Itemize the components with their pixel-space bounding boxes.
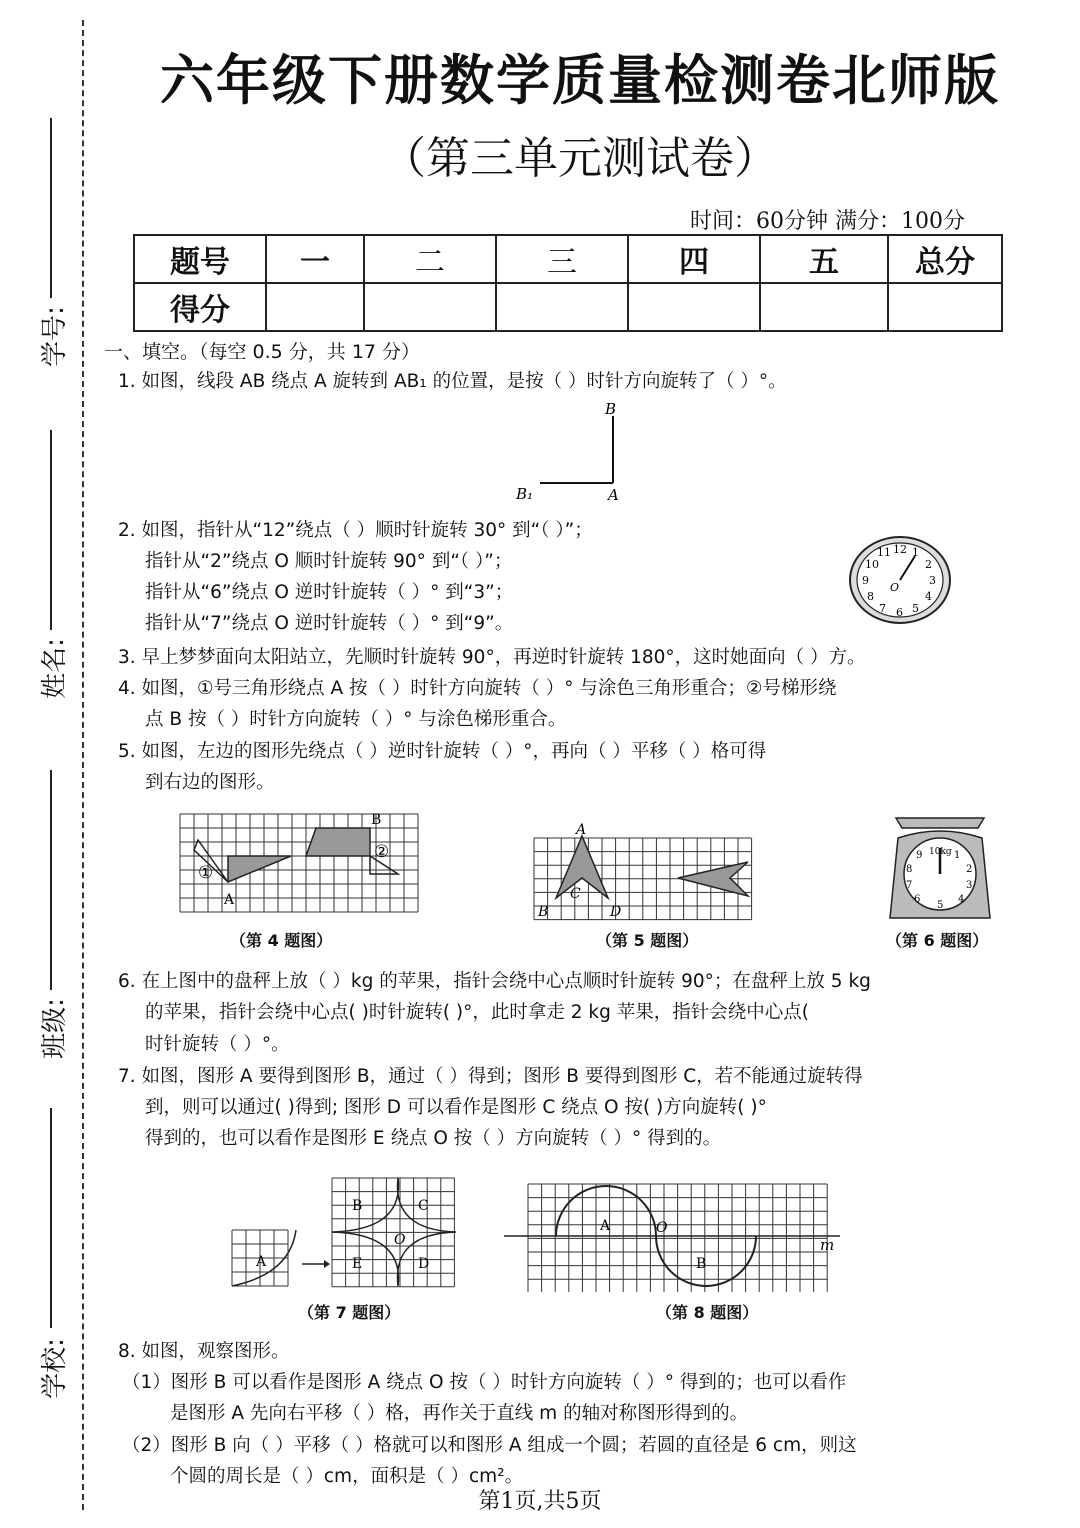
scale-number: 8: [906, 864, 913, 875]
q1-label: A: [608, 486, 619, 504]
q4-label: ①: [198, 863, 214, 883]
q6-caption: （第 6 题图）: [886, 931, 989, 950]
section-heading: 一、填空。（每空 0.5 分，共 17 分）: [104, 341, 421, 363]
q4-label: B: [371, 812, 382, 828]
score-cell[interactable]: [364, 283, 496, 331]
question-8: 8. 如图，观察图形。: [118, 1341, 290, 1362]
question-4: 4. 如图，①号三角形绕点 A 按（ ）时针方向旋转（ ）° 与涂色三角形重合；②号梯形绕: [118, 678, 837, 699]
clock-number: 7: [879, 602, 886, 615]
question-3: 3. 早上梦梦面向太阳站立，先顺时针旋转 90°，再逆时针旋转 180°，这时她面向（ ）方。: [118, 647, 866, 668]
question-8-part1: （1）图形 B 可以看作是图形 A 绕点 O 按（ ）时针方向旋转（ ）° 得到的；也可以看作: [122, 1372, 847, 1393]
page-title: 六年级下册数学质量检测卷北师版: [160, 48, 1000, 112]
scale-pan: [896, 818, 984, 828]
question-7: 7. 如图，图形 A 要得到图形 B，通过（ ）得到；图形 B 要得到图形 C，若不能通过旋转得: [118, 1066, 863, 1087]
score-header-row: [134, 235, 1002, 283]
q7-label: D: [418, 1256, 430, 1272]
score-header-cell: 题号: [134, 235, 266, 283]
question-1: 1. 如图，线段 AB 绕点 A 旋转到 AB₁ 的位置，是按（ ）时针方向旋转了（ ）°。: [118, 371, 787, 392]
clock-number: 5: [912, 602, 919, 615]
q7-label: A: [256, 1254, 267, 1270]
question-6: 6. 在上图中的盘秤上放（ ）kg 的苹果，指针会绕中心点顺时针旋转 90°；在盘秤上放 5 kg: [118, 971, 871, 992]
q1-label: B: [605, 400, 617, 418]
name-line: [50, 430, 52, 630]
score-cell[interactable]: [266, 283, 364, 331]
clock-number: 12: [893, 543, 907, 556]
shaded-trapezoid: [306, 828, 370, 856]
question-6-line: 时针旋转（ ）°。: [145, 1034, 290, 1055]
id-label: 学号:: [39, 306, 70, 367]
scale-number: 9: [916, 850, 923, 861]
clock-number: 3: [929, 574, 936, 587]
clock-number: 1: [912, 546, 919, 559]
score-value-row: [134, 283, 1002, 331]
score-header-cell: 三: [496, 235, 628, 283]
clock-figure: [846, 534, 954, 626]
score-cell[interactable]: [496, 283, 628, 331]
score-cell[interactable]: [888, 283, 1002, 331]
score-table: [133, 234, 1003, 332]
school-label: 学校:: [39, 1338, 70, 1399]
score-header-cell: 总分: [888, 235, 1002, 283]
clock-number: 6: [896, 606, 903, 619]
q7-figure: [228, 1174, 464, 1290]
question-7-line: 得到的，也可以看作是图形 E 绕点 O 按（ ）方向旋转（ ）° 得到的。: [145, 1128, 722, 1149]
clock-number: 2: [925, 558, 932, 571]
shape-left: [556, 836, 608, 898]
q5-label: B: [538, 904, 549, 920]
score-cell[interactable]: [628, 283, 760, 331]
q8-caption: （第 8 题图）: [656, 1303, 759, 1322]
score-cell[interactable]: [760, 283, 888, 331]
question-8-part1-line: 是图形 A 先向右平移（ ）格，再作关于直线 m 的轴对称图形得到的。: [170, 1403, 749, 1424]
q7-label: C: [418, 1198, 429, 1214]
q5-label: A: [576, 822, 587, 838]
page-footer: 第1页,共5页: [478, 1489, 602, 1514]
q8-label: O: [656, 1220, 668, 1236]
q8-label: m: [820, 1236, 835, 1254]
q5-figure: [530, 820, 754, 924]
class-label: 班级:: [39, 998, 70, 1059]
q4-label: A: [224, 892, 235, 908]
page-subtitle: （第三单元测试卷）: [382, 133, 778, 184]
q4-grid: [180, 814, 418, 912]
scale-number: 7: [906, 880, 913, 891]
question-5-line: 到右边的图形。: [145, 772, 275, 793]
scale-number: 6: [914, 894, 921, 905]
q7-caption: （第 7 题图）: [298, 1303, 401, 1322]
clock-number: 10: [865, 558, 879, 571]
q1-label: B₁: [516, 485, 534, 503]
scale-number: 3: [966, 880, 973, 891]
question-6-line: 的苹果，指针会绕中心点( )时针旋转( )°，此时拿走 2 kg 苹果，指针会绕中心点(: [145, 1002, 809, 1023]
q8-grid: [528, 1184, 827, 1292]
q5-caption: （第 5 题图）: [596, 931, 699, 950]
clock-number: 9: [862, 574, 869, 587]
question-5: 5. 如图，左边的图形先绕点（ ）逆时针旋转（ ）°，再向（ ）平移（ ）格可得: [118, 741, 767, 762]
scale-figure: [884, 814, 996, 922]
score-header-cell: 五: [760, 235, 888, 283]
binding-line: [82, 20, 84, 1510]
q7-label: B: [352, 1198, 363, 1214]
q8-label: A: [600, 1218, 611, 1234]
clock-number: 4: [925, 590, 932, 603]
q4-caption: （第 4 题图）: [230, 931, 333, 950]
q1-figure: [510, 398, 630, 506]
clock-number: 8: [867, 590, 874, 603]
question-8-part2: （2）图形 B 向（ ）平移（ ）格就可以和图形 A 组成一个圆；若圆的直径是 6 cm，则这: [122, 1435, 857, 1456]
question-8-part2-line: 个圆的周长是（ ）cm，面积是（ ）cm²。: [170, 1466, 524, 1487]
score-header-cell: 二: [364, 235, 496, 283]
q5-label: C: [570, 886, 581, 902]
question-2: 2. 如图，指针从“12”绕点（ ）顺时针旋转 30° 到“（ ）”；: [118, 520, 593, 541]
score-row-label: 得分: [134, 283, 266, 331]
q4-figure: [176, 810, 422, 914]
scale-number: 5: [937, 900, 944, 911]
scale-number: 10kg: [929, 847, 952, 857]
q8-figure: [500, 1180, 846, 1292]
scale-number: 1: [954, 850, 961, 861]
q5-label: D: [610, 904, 622, 920]
clock-number: 11: [877, 546, 891, 559]
score-header-cell: 四: [628, 235, 760, 283]
q7-arrowhead: [324, 1260, 330, 1268]
q7-label: E: [352, 1256, 363, 1272]
name-label: 姓名:: [39, 638, 70, 699]
question-4-line: 点 B 按（ ）时针方向旋转（ ）° 与涂色梯形重合。: [145, 709, 567, 730]
question-7-line: 到，则可以通过( )得到; 图形 D 可以看作是图形 C 绕点 O 按( )方向旋转( )°: [145, 1097, 767, 1118]
school-line: [50, 1108, 52, 1328]
scale-number: 4: [958, 894, 965, 905]
question-2-line: 指针从“7”绕点 O 逆时针旋转（ ）° 到“9”。: [145, 613, 514, 634]
shaded-triangle: [228, 856, 291, 882]
scale-number: 2: [966, 864, 973, 875]
id-line: [50, 118, 52, 298]
score-header-cell: 一: [266, 235, 364, 283]
time-info: 时间：60分钟 满分：100分: [690, 209, 965, 234]
q4-label: ②: [374, 842, 390, 862]
question-2-line: 指针从“2”绕点 O 顺时针旋转 90° 到“（ ）”；: [145, 551, 513, 572]
class-line: [50, 770, 52, 990]
question-2-line: 指针从“6”绕点 O 逆时针旋转（ ）° 到“3”；: [145, 582, 514, 603]
clock-center-label: O: [890, 581, 900, 594]
q8-label: B: [696, 1256, 707, 1272]
q7-label: O: [394, 1232, 406, 1248]
